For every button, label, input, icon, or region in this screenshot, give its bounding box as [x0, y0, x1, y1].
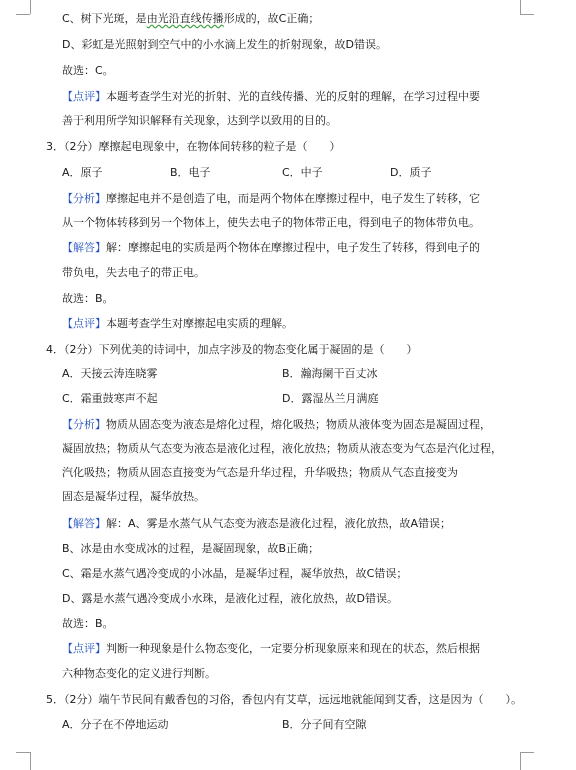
question-3-option-c: C．中子	[282, 166, 323, 179]
solution-4-tag: 【解答】	[62, 517, 106, 530]
question-4-option-d: D．露湿丛兰月满庭	[282, 392, 379, 405]
crop-mark-top-left-h	[16, 14, 30, 15]
solution-4-text: 解：A、雾是水蒸气从气态变为液态是液化过程，液化放热，故A错误；	[106, 517, 452, 530]
question-3-stem: 3．（2分）摩擦起电现象中，在物体间转移的粒子是（ ）	[46, 140, 341, 153]
solution-line-c-underlined: 由光沿直线传播	[146, 12, 224, 25]
solution-3-line-1	[62, 241, 480, 255]
analysis-3-line-2: 从一个物体转移到另一个物体上，使失去电子的物体带正电，得到电子的物体带负电。	[62, 216, 480, 229]
answer-line: 故选：C。	[62, 64, 114, 77]
comment-4-line-2: 六种物态变化的定义进行判断。	[62, 667, 216, 680]
analysis-3-text: 摩擦起电并不是创造了电，而是两个物体在摩擦过程中，电子发生了转移，它	[106, 192, 480, 205]
solution-line-c	[62, 12, 319, 26]
question-4-option-c: C．霜重鼓寒声不起	[62, 392, 158, 405]
solution-4-line-1	[62, 517, 451, 531]
crop-mark-bottom-left-v	[30, 752, 31, 770]
analysis-4-line-1	[62, 418, 491, 432]
comment-3-line	[62, 317, 293, 331]
solution-3-line-2: 带负电，失去电子的带正电。	[62, 266, 205, 279]
crop-mark-bottom-right-h	[520, 752, 534, 753]
comment-line-2: 善于利用所学知识解释有关现象，达到学以致用的目的。	[62, 114, 337, 127]
question-4-stem: 4．（2分）下列优美的诗词中，加点字涉及的物态变化属于凝固的是（ ）	[46, 343, 418, 356]
solution-4-line-2: B、冰是由水变成冰的过程，是凝固现象，故B正确；	[62, 542, 320, 555]
comment-4-text: 判断一种现象是什么物态变化，一定要分析现象原来和现在的状态，然后根据	[106, 642, 480, 655]
question-4-option-a: A．天接云涛连晓雾	[62, 367, 158, 380]
solution-3-tag: 【解答】	[62, 241, 106, 254]
analysis-4-line-3: 汽化吸热；物质从固态直接变为气态是升华过程，升华吸热；物质从气态直接变为	[62, 466, 458, 479]
solution-4-answer: 故选：B。	[62, 617, 114, 630]
crop-mark-bottom-right-v	[520, 752, 521, 770]
analysis-3-tag: 【分析】	[62, 192, 106, 205]
question-3-option-a: A．原子	[62, 166, 103, 179]
comment-4-tag: 【点评】	[62, 642, 106, 655]
crop-mark-top-right-v	[520, 0, 521, 14]
question-5-stem: 5．（2分）端午节民间有戴香包的习俗，香包内有艾草，远远地就能闻到艾香，这是因为（ ）。	[46, 693, 522, 706]
analysis-3-line-1	[62, 192, 480, 206]
question-5-option-a: A．分子在不停地运动	[62, 718, 169, 731]
analysis-4-line-2: 凝固放热；物质从气态变为液态是液化过程，液化放热；物质从液态变为气态是汽化过程，	[62, 442, 502, 455]
solution-3-answer: 故选：B。	[62, 292, 114, 305]
comment-3-text: 本题考查学生对摩擦起电实质的理解。	[106, 317, 293, 330]
question-4-option-b: B．瀚海阑干百丈冰	[282, 367, 378, 380]
crop-mark-top-right-h	[520, 14, 534, 15]
crop-mark-bottom-left-h	[16, 752, 30, 753]
comment-tag: 【点评】	[62, 90, 106, 103]
solution-line-c-pre: C、树下光斑，是	[62, 12, 147, 25]
solution-line-d: D、彩虹是光照射到空气中的小水滴上发生的折射现象，故D错误。	[62, 38, 387, 51]
question-3-option-b: B．电子	[170, 166, 211, 179]
comment-3-tag: 【点评】	[62, 317, 106, 330]
solution-4-line-4: D、露是水蒸气遇冷变成小水珠，是液化过程，液化放热，故D错误。	[62, 592, 398, 605]
question-3-option-d: D．质子	[390, 166, 432, 179]
crop-mark-top-left-v	[30, 0, 31, 14]
solution-4-line-3: C、霜是水蒸气遇冷变成的小冰晶，是凝华过程，凝华放热，故C错误；	[62, 567, 408, 580]
solution-line-c-post: 形成的，故C正确；	[223, 12, 320, 25]
question-5-option-b: B．分子间有空隙	[282, 718, 367, 731]
analysis-4-line-4: 固态是凝华过程，凝华放热。	[62, 490, 205, 503]
comment-4-line-1	[62, 642, 480, 656]
solution-3-text: 解：摩擦起电的实质是两个物体在摩擦过程中，电子发生了转移，得到电子的	[106, 241, 480, 254]
analysis-4-text: 物质从固态变为液态是熔化过程，熔化吸热；物质从液体变为固态是凝固过程，	[106, 418, 491, 431]
comment-text: 本题考查学生对光的折射、光的直线传播、光的反射的理解，在学习过程中要	[106, 90, 480, 103]
analysis-4-tag: 【分析】	[62, 418, 106, 431]
comment-line-1	[62, 90, 480, 104]
